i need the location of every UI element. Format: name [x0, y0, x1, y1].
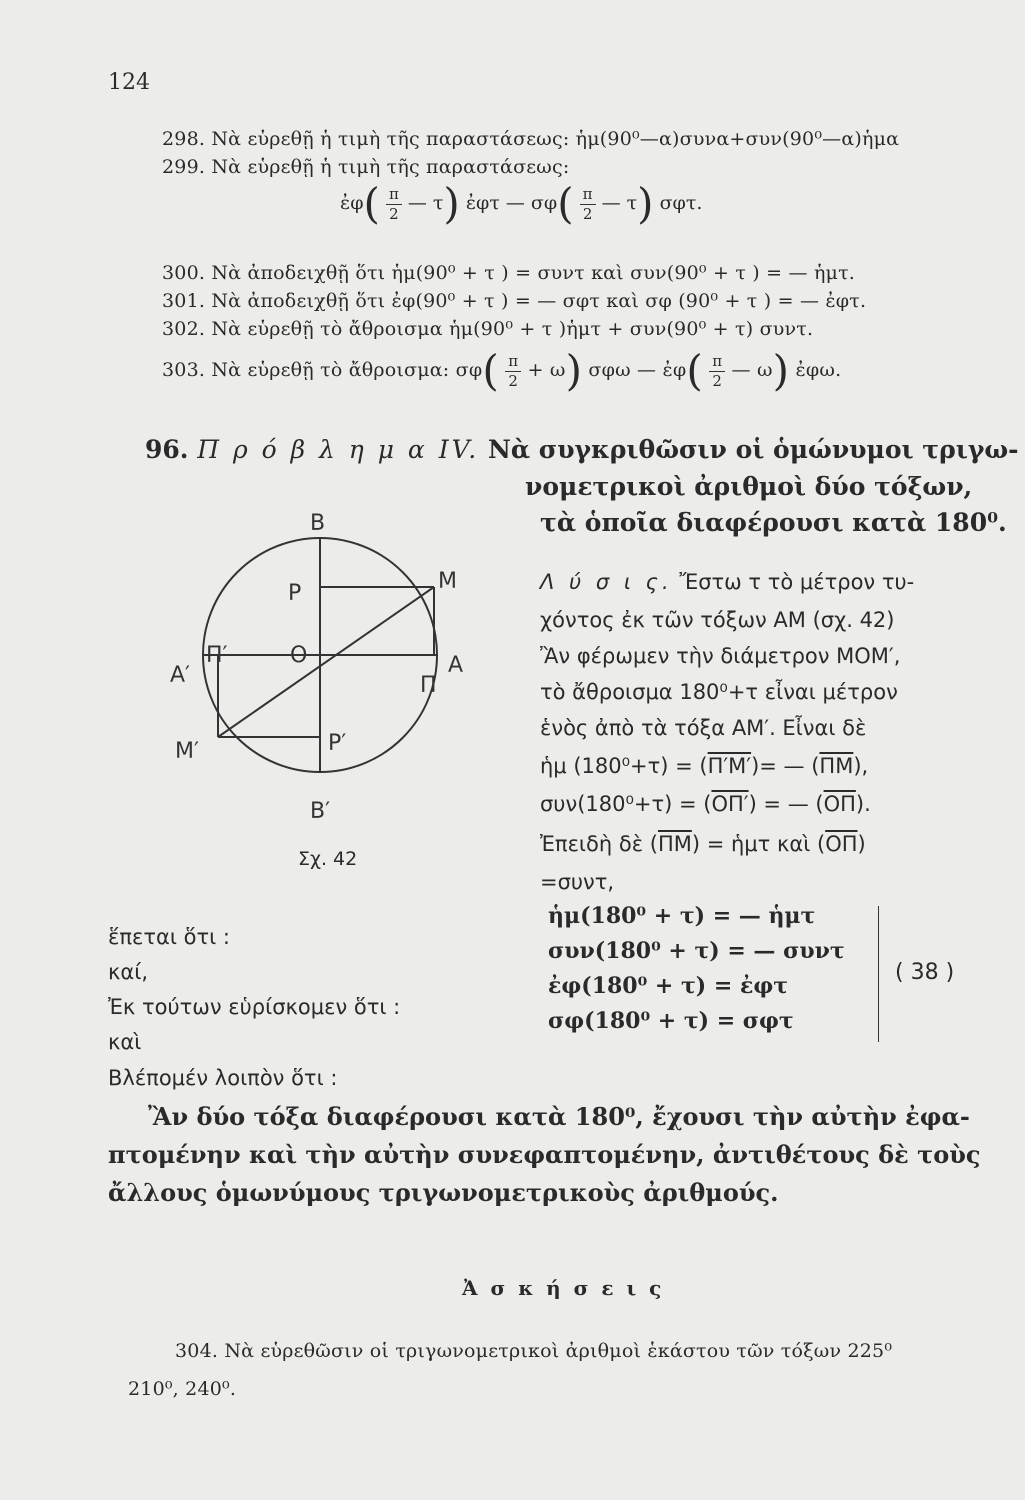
conclusion-line1: Ἂν δύο τόξα διαφέρουσι κατὰ 180⁰, ἔχουσι τὴν αὐτὴν ἐφα-: [148, 1102, 970, 1131]
formula-part: — τ: [601, 192, 638, 214]
problem-title-line1: [145, 435, 1019, 464]
text-part: )= — (: [751, 754, 820, 778]
exercise-text: Νὰ εὑρεθῇ ἡ τιμὴ τῆς παραστάσεως: ἡμ(90⁰—α)συνα+συν(90⁰—α)ἡμα: [211, 128, 900, 150]
fraction-denominator: 2: [389, 204, 399, 223]
problem-label: Π ρ ό β λ η μ α IV.: [197, 435, 480, 464]
equation-tan: ἐφ(180⁰ + τ) = ἐφτ: [548, 973, 789, 999]
exercise-text: Νὰ ἀποδειχθῇ ὅτι ἐφ(90⁰ + τ ) = — σφτ καὶ σφ (90⁰ + τ ) = — ἐφτ.: [211, 290, 867, 312]
solution-line8: [540, 832, 866, 856]
formula-part: — τ: [407, 192, 444, 214]
segment-overline: $\overline{O\Pi}$: [825, 832, 858, 856]
fraction-numerator: π: [505, 354, 521, 372]
label-o: Ο: [290, 643, 308, 668]
solution-heading: Λ ύ σ ι ς.: [540, 570, 673, 594]
label-b: Β: [310, 511, 326, 536]
fraction: [386, 184, 402, 223]
solution-line2: χόντος ἐκ τῶν τόξων ΑΜ (σχ. 42): [540, 608, 895, 632]
paren-open: (: [363, 179, 380, 228]
fraction: [505, 351, 521, 390]
label-ap: Α′: [170, 663, 191, 688]
text-part: ),: [853, 754, 869, 778]
equation-number: ( 38 ): [895, 960, 955, 985]
segment-overline: $\overline{\Pi M}$: [657, 832, 692, 856]
equation-cos: συν(180⁰ + τ) = — συντ: [548, 938, 845, 964]
exercise-number: 303.: [162, 359, 206, 381]
paren-open: (: [686, 346, 703, 395]
label-a: Α: [448, 653, 464, 678]
label-pp: Ρ′: [328, 731, 347, 756]
exercise-number: 298.: [162, 128, 206, 150]
paren-open: (: [482, 346, 499, 395]
page-number: 124: [108, 70, 150, 95]
formula-299: [340, 179, 703, 228]
left-word-3: Ἐκ τούτων εὑρίσκομεν ὅτι :: [108, 995, 401, 1019]
formula-part: ἐφ: [340, 192, 364, 214]
solution-line3: Ἂν φέρωμεν τὴν διάμετρον ΜΟΜ′,: [540, 644, 901, 668]
exercise-304-line2: 210⁰, 240⁰.: [128, 1378, 237, 1400]
figure-caption: Σχ. 42: [298, 848, 358, 870]
equation-sin: ἡμ(180⁰ + τ) = — ἡμτ: [548, 903, 816, 929]
formula-part: ἐφω.: [795, 359, 842, 381]
left-word-4: καὶ: [108, 1030, 142, 1054]
solution-line4: τὸ ἄθροισμα 180⁰+τ εἶναι μέτρον: [540, 680, 898, 704]
formula-part: σφ: [455, 359, 483, 381]
fraction-denominator: 2: [712, 371, 723, 390]
formula-part: + ω: [527, 359, 566, 381]
solution-text: Ἔστω τ τὸ μέτρον τυ-: [679, 570, 915, 594]
exercise-299: [162, 156, 569, 178]
equation-cot: σφ(180⁰ + τ) = σφτ: [548, 1008, 794, 1034]
exercise-304-line1: 304. Νὰ εὑρεθῶσιν οἱ τριγωνομετρικοὶ ἀριθμοὶ ἑκάστου τῶν τόξων 225⁰: [175, 1340, 893, 1362]
fraction-numerator: π: [709, 354, 725, 372]
exercise-text: Νὰ εὑρεθῇ τὸ ἄθροισμα ἡμ(90⁰ + τ )ἡμτ + συν(90⁰ + τ) συντ.: [211, 318, 814, 340]
solution-line9: =συντ,: [540, 870, 615, 894]
exercise-number: 301.: [162, 290, 206, 312]
exercise-number: 300.: [162, 262, 206, 284]
problem-title-line3: τὰ ὁποῖα διαφέρουσι κατὰ 180⁰.: [540, 508, 1007, 537]
left-word-1: ἕπεται ὅτι :: [108, 925, 230, 949]
figure-42: [170, 500, 510, 880]
text-part: Ἐπειδὴ δὲ (: [540, 832, 658, 856]
label-mp: Μ′: [175, 739, 199, 764]
paren-close: ): [637, 179, 654, 228]
exercise-301: [162, 290, 866, 312]
segment-overline: Π′Μ′: [707, 754, 752, 778]
solution-line5: ἑνὸς ἀπὸ τὰ τόξα ΑΜ′. Εἶναι δὲ: [540, 716, 867, 740]
equation-brace: [870, 906, 879, 1042]
paren-close: ): [565, 346, 583, 395]
exercise-text: Νὰ εὑρεθῇ τὸ ἄθροισμα:: [211, 359, 450, 381]
conclusion-line2: πτομένην καὶ τὴν αὐτὴν συνεφαπτομένην, ἀντιθέτους δὲ τοὺς: [108, 1140, 981, 1169]
left-word-2: καί,: [108, 960, 149, 984]
formula-part: ἐφτ — σφ: [465, 192, 558, 214]
fraction-denominator: 2: [508, 371, 519, 390]
segment-overline: ΟΠ′: [711, 792, 749, 816]
label-p: Ρ: [288, 581, 302, 606]
fraction: [709, 351, 725, 390]
text-part: ) = ἡμτ καὶ (: [691, 832, 826, 856]
text-part: ἡμ (180⁰+τ) = (: [540, 754, 708, 778]
conclusion-line3: ἄλλους ὁμωνύμους τριγωνομετρικοὺς ἀριθμούς.: [108, 1178, 779, 1207]
fraction-denominator: 2: [582, 204, 593, 223]
exercise-number: 299.: [162, 156, 206, 178]
solution-line1: [540, 570, 914, 594]
fraction: [580, 184, 596, 223]
paren-close: ): [443, 179, 460, 228]
label-m: Μ: [438, 569, 457, 594]
segment-overline: $\overline{O\Pi}$: [823, 792, 856, 816]
label-bp: Β′: [310, 799, 331, 824]
fraction-numerator: π: [580, 187, 596, 205]
exercise-text: Νὰ εὑρεθῇ ἡ τιμὴ τῆς παραστάσεως:: [211, 156, 570, 178]
formula-part: — ω: [731, 359, 773, 381]
text-part: συν(180⁰+τ) = (: [540, 792, 712, 816]
label-pip: Π′: [206, 643, 228, 668]
diameter-mom: [218, 587, 434, 737]
problem-title-line2: νομετρικοὶ ἀριθμοὶ δύο τόξων,: [525, 472, 973, 501]
exercise-text: Νὰ ἀποδειχθῇ ὅτι ἡμ(90⁰ + τ ) = συντ καὶ συν(90⁰ + τ ) = — ἡμτ.: [211, 262, 856, 284]
exercises-heading: Ἀ σ κ ή σ ε ι ς: [462, 1276, 665, 1300]
exercise-300: [162, 262, 855, 284]
left-word-5: Βλέπομέν λοιπὸν ὅτι :: [108, 1066, 338, 1090]
fraction-numerator: π: [386, 187, 402, 205]
exercise-number: 302.: [162, 318, 206, 340]
solution-line7: [540, 792, 871, 816]
segment-overline: $\overline{\Pi M}$: [819, 754, 854, 778]
formula-part: σφω — ἐφ: [588, 359, 687, 381]
exercise-298: [162, 128, 899, 150]
paren-close: ): [772, 346, 790, 395]
text-part: ): [857, 832, 866, 856]
text-part: ) = — (: [748, 792, 824, 816]
exercise-303: [162, 346, 842, 395]
label-pi: Π: [420, 673, 437, 698]
paren-open: (: [557, 179, 574, 228]
problem-number: 96.: [145, 435, 189, 464]
text-part: ).: [855, 792, 871, 816]
solution-line6: [540, 754, 868, 778]
formula-part: σφτ.: [659, 192, 703, 214]
exercise-302: [162, 318, 813, 340]
problem-title-text: Νὰ συγκριθῶσιν οἱ ὁμώνυμοι τριγω-: [487, 435, 1019, 464]
